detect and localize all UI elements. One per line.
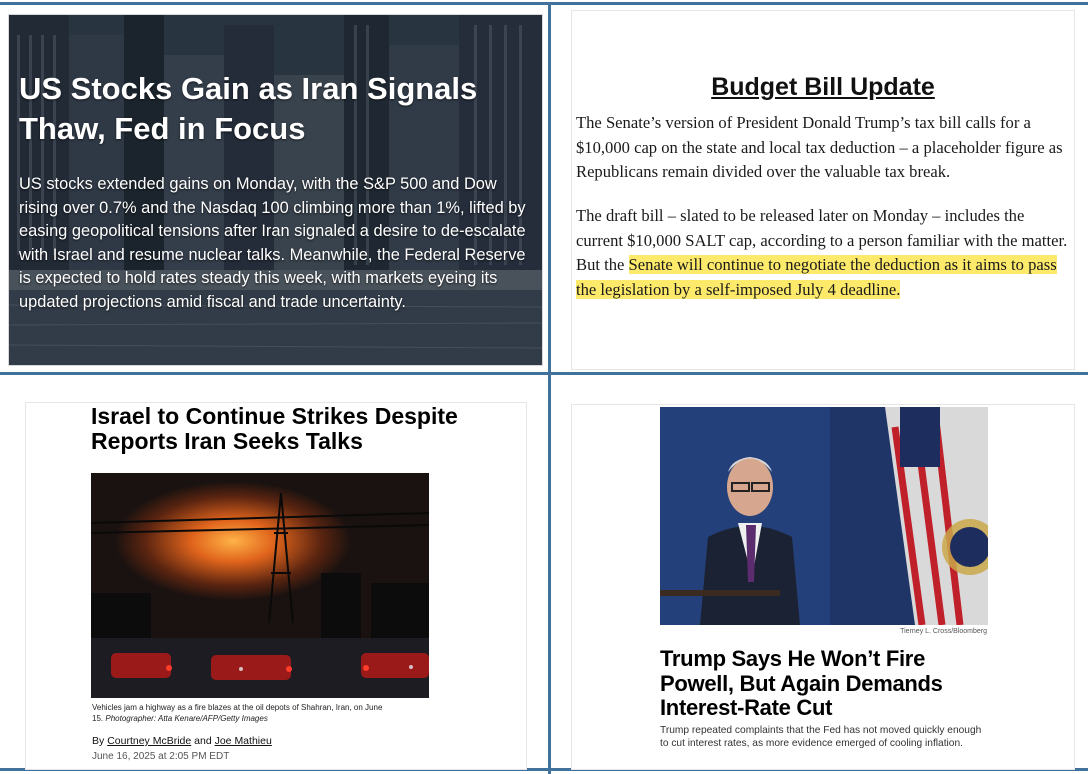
powell-headline: Trump Says He Won’t Fire Powell, But Again Demands Interest-Rate Cut bbox=[660, 646, 943, 720]
stocks-summary: US stocks extended gains on Monday, with the S&P 500 and Dow rising over 0.7% and the Nasdaq 100 climbing more than 1%, lifted by easing geopolitical tensions after Iran signaled a desire to de-escalate with Israel and resume nuclear talks. Meanwhile, the Federal Reserve is expected to hold rates steady this week, with markets eyeing its updated projections amid fiscal and trade uncertainty. bbox=[19, 175, 526, 311]
budget-title: Budget Bill Update bbox=[711, 73, 935, 101]
photo-caption bbox=[92, 703, 392, 724]
middle-divider bbox=[0, 372, 1088, 375]
oil-depot-fire-photo bbox=[91, 473, 429, 698]
photo-credit: Tierney L. Cross/Bloomberg bbox=[900, 628, 987, 635]
author-link-2[interactable]: Joe Mathieu bbox=[214, 735, 272, 747]
israel-panel bbox=[25, 402, 527, 770]
stocks-headline: US Stocks Gain as Iran Signals Thaw, Fed in Focus bbox=[19, 71, 478, 146]
photographer-name: Atta Kenare/AFP/Getty Images bbox=[158, 713, 268, 723]
caption-text: Vehicles jam a highway as a fire blazes at the oil depots of Shahran, Iran, on June 15. bbox=[92, 703, 383, 723]
publish-date: June 16, 2025 at 2:05 PM EDT bbox=[92, 751, 230, 762]
powell-panel bbox=[571, 404, 1075, 770]
photographer-label: Photographer: bbox=[105, 713, 157, 723]
byline-and: and bbox=[194, 735, 212, 747]
powell-summary: Trump repeated complaints that the Fed has not moved quickly enough to cut interest rates, as more evidence emerged of cooling inflation. bbox=[660, 725, 982, 749]
budget-paragraph-2-text: The draft bill – slated to be released later on Monday – includes the current $10,000 SALT cap, according to a person familiar with the matter. But the bbox=[576, 206, 1068, 274]
budget-highlighted-text: Senate will continue to negotiate the deduction as it aims to pass the legislation by a self-imposed July 4 deadline. bbox=[576, 255, 1057, 299]
author-link-1[interactable]: Courtney McBride bbox=[107, 735, 192, 747]
budget-paragraph-2 bbox=[576, 204, 1072, 302]
budget-panel bbox=[571, 10, 1075, 370]
center-divider bbox=[548, 2, 551, 774]
budget-paragraph-1: The Senate’s version of President Donald Trump’s tax bill calls for a $10,000 cap on the state and local tax deduction – a placeholder figure as Republicans remain divided over the valuable tax break. bbox=[576, 113, 1063, 181]
stocks-panel bbox=[8, 14, 543, 366]
top-divider bbox=[0, 2, 1088, 5]
powell-press-photo bbox=[660, 407, 988, 625]
byline-by: By bbox=[92, 735, 105, 747]
israel-headline: Israel to Continue Strikes Despite Reports Iran Seeks Talks bbox=[91, 403, 458, 454]
byline bbox=[92, 735, 272, 747]
